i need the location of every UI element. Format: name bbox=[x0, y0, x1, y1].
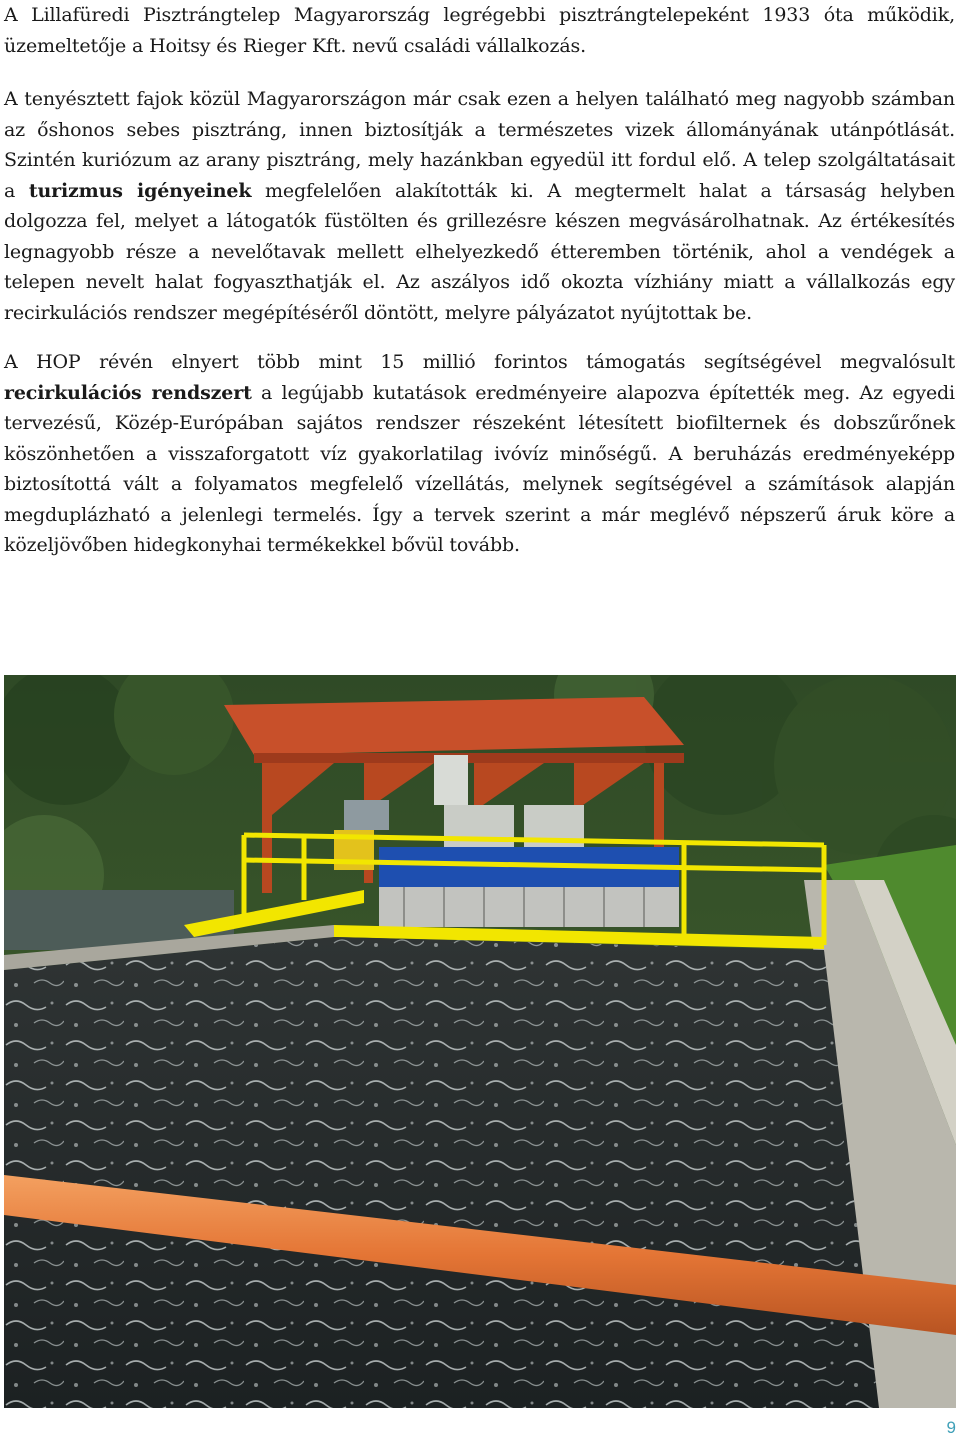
paragraph-species-text-1: A tenyésztett fajok közül Magyarországon már csak ezen a helyen található meg nagyobb számban az őshonos sebes pisztráng, innen biztosítják a természetes vizek állományának utánpótlását. Szintén kuriózum az arany pisztráng, mely hazánkban egyedül itt fordul elő. A telep szolgáltatásait a bbox=[4, 88, 955, 202]
paragraph-intro bbox=[4, 0, 955, 61]
paragraph-intro-text: A Lillafüredi Pisztrángtelep Magyarország legrégebbi pisztrángtelepeként 1933 óta működik, üzemeltetője a Hoitsy és Rieger Kft. nevű családi vállalkozás. bbox=[4, 4, 955, 57]
paragraph-species-text-2: megfelelően alakították ki. A megtermelt halat a társaság helyben dolgozza fel, melyet a látogatók füstölten és grillezésre készen megvásárolhatnak. Az értékesítés legnagyobb része a nevelőtavak mellett elhelyezkedő étteremben történik, ahol a vendégek a telepen nevelt halat fogyaszthatják el. Az aszályos idő okozta vízhiány miatt a vállalkozás egy recirkulációs rendszer megépítéséről döntött, melyre pályázatot nyújtottak be. bbox=[4, 179, 955, 324]
photo-recirculation-system bbox=[4, 675, 956, 1408]
paragraph-recirculation-text-2: a legújabb kutatások eredményeire alapozva építették meg. Az egyedi tervezésű, Közép-Európában sajátos rendszer részeként létesített biofilternek és dobszűrőnek köszönhetően a visszaforgatott víz gyakorlatilag ivóvíz minőségű. A beruházás eredményeképp biztosítottá vált a folyamatos megfelelő vízellátás, melynek segítségével a számítások alapján megduplázható a jelenlegi termelés. Így a tervek szerint a már meglévő népszerű áruk köre a közeljövőben hidegkonyhai termékekkel bővül tovább. bbox=[4, 381, 955, 556]
shelter-roof bbox=[224, 697, 684, 755]
photo-illustration bbox=[4, 675, 956, 1408]
page-number: 9 bbox=[946, 1418, 956, 1437]
bold-tourism-needs: turizmus igényeinek bbox=[28, 179, 252, 202]
control-cabinet bbox=[344, 800, 389, 830]
paragraph-recirculation-text-1: A HOP révén elnyert több mint 15 millió forintos támogatás segítségével megvalósult bbox=[4, 351, 955, 373]
paragraph-recirculation bbox=[4, 347, 955, 561]
paragraph-species bbox=[4, 84, 955, 328]
bold-recirculation-system: recirkulációs rendszert bbox=[4, 381, 252, 404]
